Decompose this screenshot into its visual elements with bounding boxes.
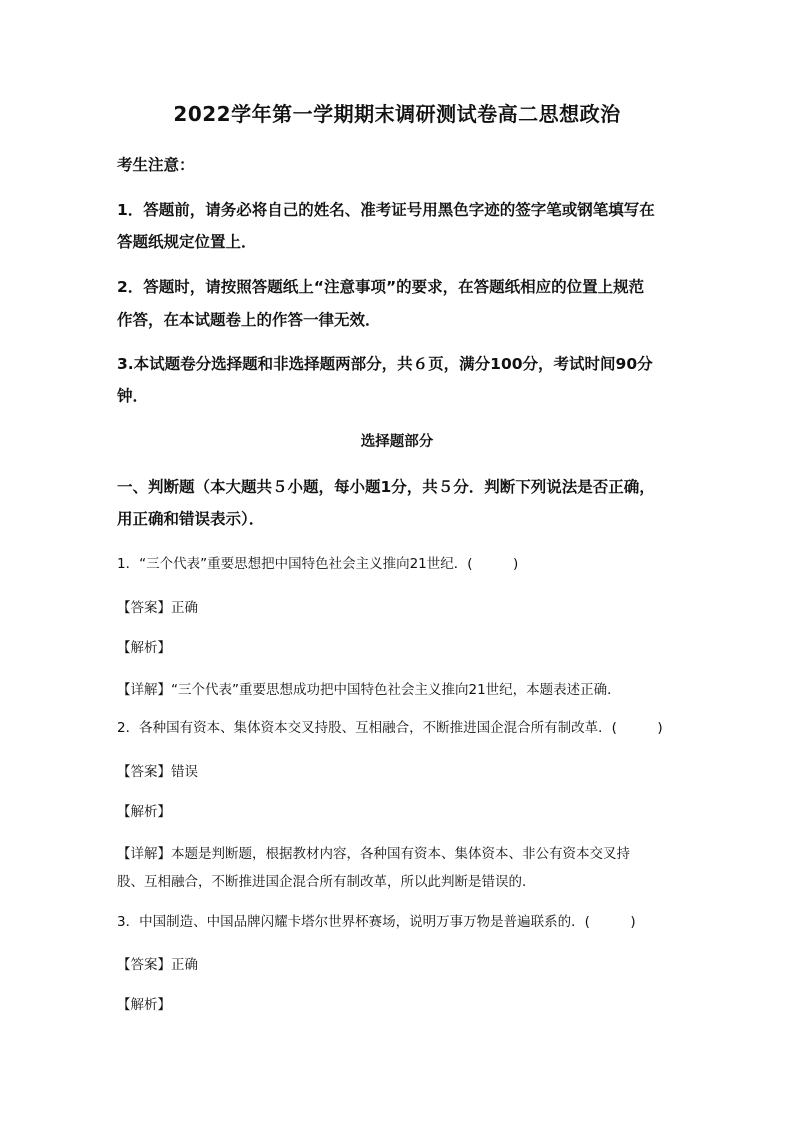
notice-item-2-line-2: 作答，在本试题卷上的作答一律无效． (117, 311, 381, 329)
part1-heading-line-2: 用正确和错误表示）． (117, 510, 265, 528)
question-2-detail-line-1: 【详解】本题是判断题，根据教材内容，各种国有资本、集体资本、非公有资本交叉持 (117, 846, 630, 862)
notice-item-3-line-2: 钟． (117, 387, 149, 405)
notice-item-3-line-1: 3.本试题卷分选择题和非选择题两部分，共６页，满分100分，考试时间90分 (117, 355, 653, 373)
question-3: 3．中国制造、中国品牌闪耀卡塔尔世界杯赛场，说明万事万物是普遍联系的．( ) (117, 914, 636, 930)
question-1: 1．“三个代表”重要思想把中国特色社会主义推向21世纪．( ) (117, 556, 519, 572)
question-2-answer: 【答案】错误 (117, 764, 198, 780)
section-title: 选择题部分 (360, 434, 434, 450)
question-1-analysis: 【解析】 (117, 640, 171, 656)
question-1-detail: 【详解】“三个代表”重要思想成功把中国特色社会主义推向21世纪，本题表述正确． (117, 682, 621, 698)
page-title: 2022学年第一学期期末调研测试卷高二思想政治 (173, 102, 621, 126)
part1-heading-line-1: 一、判断题（本大题共５小题，每小题1分，共５分．判断下列说法是否正确， (117, 478, 655, 496)
question-2-analysis: 【解析】 (117, 804, 171, 820)
question-3-answer: 【答案】正确 (117, 957, 198, 973)
notice-item-1-line-2: 答题纸规定位置上． (117, 233, 257, 251)
notice-item-2-line-1: 2．答题时，请按照答题纸上“注意事项”的要求，在答题纸相应的位置上规范 (117, 278, 645, 296)
question-2-detail-line-2: 股、互相融合，不断推进国企混合所有制改革，所以此判断是错误的． (117, 874, 536, 890)
question-3-analysis: 【解析】 (117, 997, 171, 1013)
question-1-answer: 【答案】正确 (117, 600, 198, 616)
question-2: 2．各种国有资本、集体资本交叉持股、互相融合，不断推进国企混合所有制改革．( ) (117, 720, 663, 736)
notice-heading: 考生注意： (117, 156, 195, 174)
notice-item-1-line-1: 1．答题前，请务必将自己的姓名、准考证号用黑色字迹的签字笔或钢笔填写在 (117, 201, 655, 219)
